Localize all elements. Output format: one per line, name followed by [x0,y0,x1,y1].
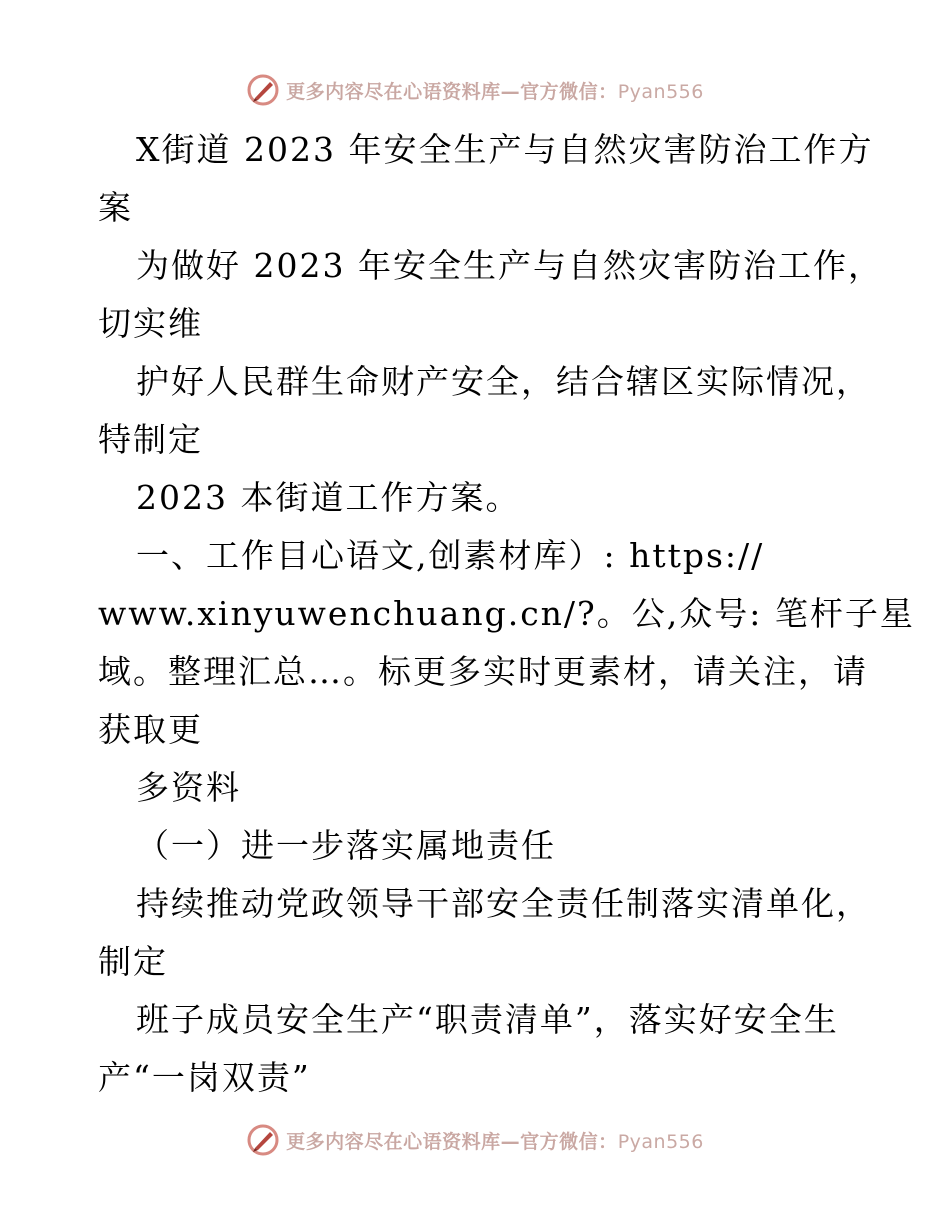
paragraph-line: 多资料 [136,768,241,807]
section-heading-line: 一、工作目心语文,创素材库）: https:// [136,536,765,575]
footer-watermark-banner [0,1120,950,1160]
paragraph-line: 产“一岗双责” [98,1058,311,1097]
header-watermark-banner [0,70,950,110]
paragraph-line: 为做好 2023 年安全生产与自然灾害防治工作， [136,246,883,285]
paragraph-line: 域。整理汇总…。标更多实时更素材，请关注，请 [98,652,868,691]
pen-circle-logo-icon [246,73,280,107]
footer-banner-text: 更多内容尽在心语资料库—官方微信：Pyan556 [286,1130,704,1153]
paragraph-line: 护好人民群生命财产安全，结合辖区实际情况， [136,362,871,401]
doc-title-line-1: X街道 2023 年安全生产与自然灾害防治工作方 [136,130,874,169]
paragraph-line: 切实维 [98,304,203,343]
doc-title-line-2: 案 [98,188,133,227]
paragraph-line: 制定 [98,942,168,981]
pen-circle-logo-icon [246,1123,280,1157]
paragraph-line: 获取更 [98,710,203,749]
paragraph-line: 班子成员安全生产“职责清单”，落实好安全生 [136,1000,839,1039]
header-banner-text: 更多内容尽在心语资料库—官方微信：Pyan556 [286,80,704,103]
paragraph-line: 持续推动党政领导干部安全责任制落实清单化， [136,884,871,923]
subsection-heading: （一）进一步落实属地责任 [136,826,556,865]
paragraph-line: www.xinyuwenchuang.cn/?。公,众号: 笔杆子星 [98,594,915,633]
paragraph-line: 2023 本街道工作方案。 [136,478,521,517]
paragraph-line: 特制定 [98,420,203,459]
